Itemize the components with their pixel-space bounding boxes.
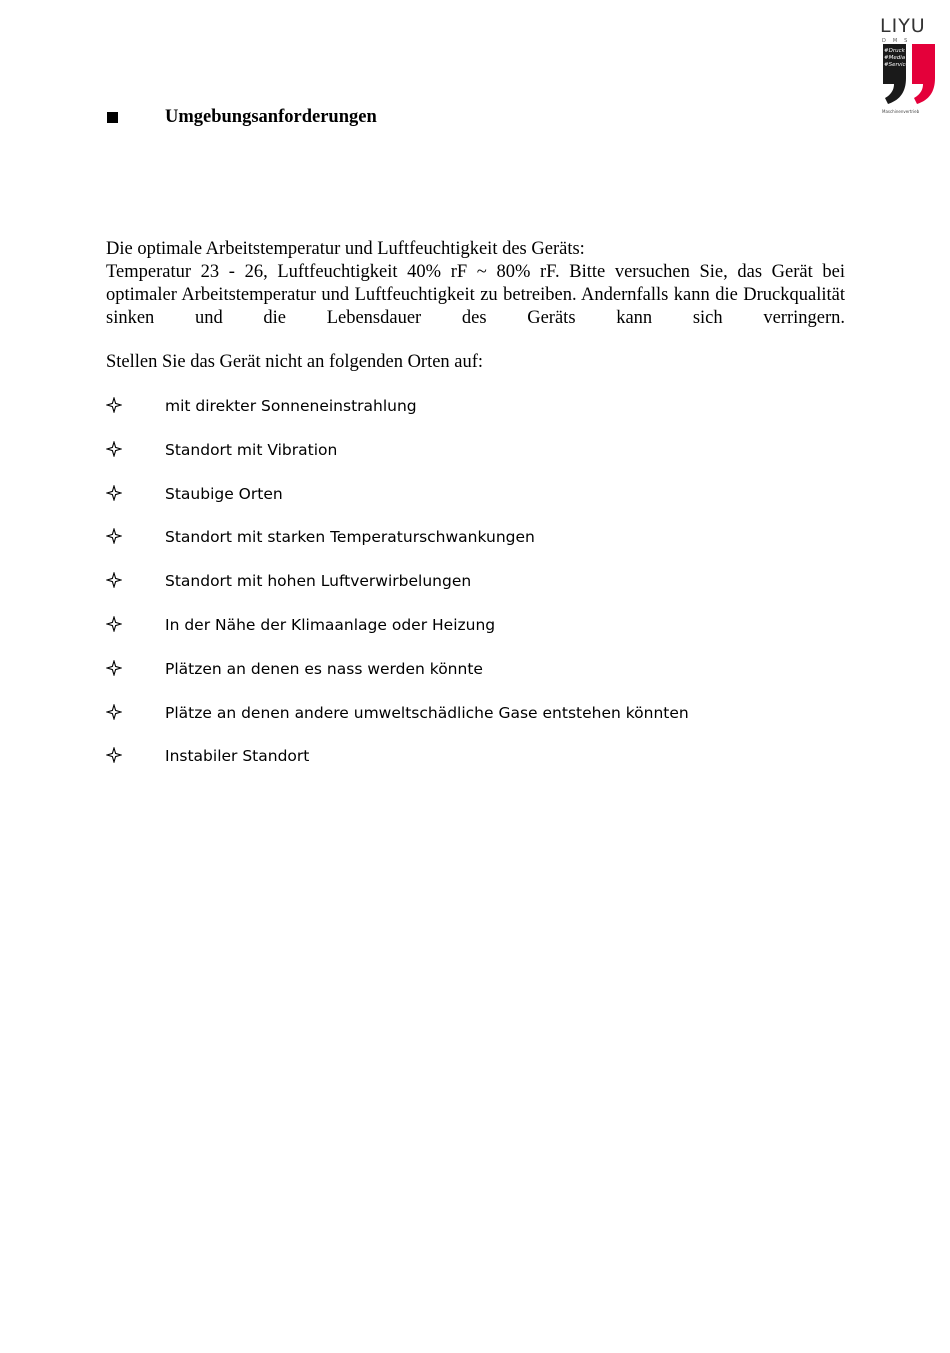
section-heading <box>106 104 377 130</box>
section-heading-text: Umgebungsanforderungen <box>165 106 377 127</box>
square-bullet-icon <box>107 112 118 123</box>
star-bullet-icon <box>106 704 122 720</box>
list-item-text: Plätzen an denen es nass werden könnte <box>165 659 483 678</box>
logo-tagline: Maschinenvertrieb <box>882 109 920 114</box>
list-item <box>106 439 845 483</box>
list-item <box>106 745 845 789</box>
list-item <box>106 570 845 614</box>
list-item <box>106 483 845 527</box>
star-bullet-icon <box>106 485 122 501</box>
star-bullet-icon <box>106 616 122 632</box>
logo-quote-mark-icon <box>880 44 938 106</box>
star-bullet-icon <box>106 528 122 544</box>
logo-wordmark: LIYU <box>880 15 926 37</box>
list-item-text: Instabiler Standort <box>165 747 310 766</box>
logo-mark-line-3: #Service <box>884 62 909 68</box>
list-item-text: Plätze an denen andere umweltschädliche Gase entstehen könnten <box>165 703 689 722</box>
intro-paragraph: Temperatur 23 - 26, Luftfeuchtigkeit 40% rF ~ 80% rF. Bitte versuchen Sie, das Gerät bei optimaler Arbeitstemperatur und Luftfeuchtigkeit zu betreiben. Andernfalls kann die Druckqualität sinken und die Lebensdauer des Geräts kann sich verringern. <box>106 262 845 328</box>
logo-mark-line-1: #Druck <box>884 48 905 54</box>
list-item <box>106 614 845 658</box>
logo-subtitle: DMS <box>882 38 915 44</box>
list-item-text: Standort mit hohen Luftverwirbelungen <box>165 572 472 591</box>
intro-first-line: Die optimale Arbeitstemperatur und Luftfeuchtigkeit des Geräts: <box>106 239 585 259</box>
star-bullet-icon <box>106 572 122 588</box>
list-item-text: Staubige Orten <box>165 484 283 503</box>
star-bullet-icon <box>106 441 122 457</box>
list-item-text: Standort mit starken Temperaturschwankungen <box>165 528 535 547</box>
list-item-text: mit direkter Sonneneinstrahlung <box>165 397 417 415</box>
list-item <box>106 658 845 702</box>
logo-mark-line-2: #Media <box>884 55 906 61</box>
star-bullet-icon <box>106 660 122 676</box>
list-item-text: In der Nähe der Klimaanlage oder Heizung <box>165 615 496 634</box>
places-list-title: Stellen Sie das Gerät nicht an folgenden Orten auf: <box>106 352 484 372</box>
star-bullet-icon <box>106 397 122 413</box>
list-item <box>106 702 845 746</box>
list-item <box>106 526 845 570</box>
star-bullet-icon <box>106 747 122 763</box>
company-logo <box>880 16 938 116</box>
list-item-text: Standort mit Vibration <box>165 440 338 459</box>
list-item <box>106 395 845 439</box>
places-list <box>106 395 845 789</box>
